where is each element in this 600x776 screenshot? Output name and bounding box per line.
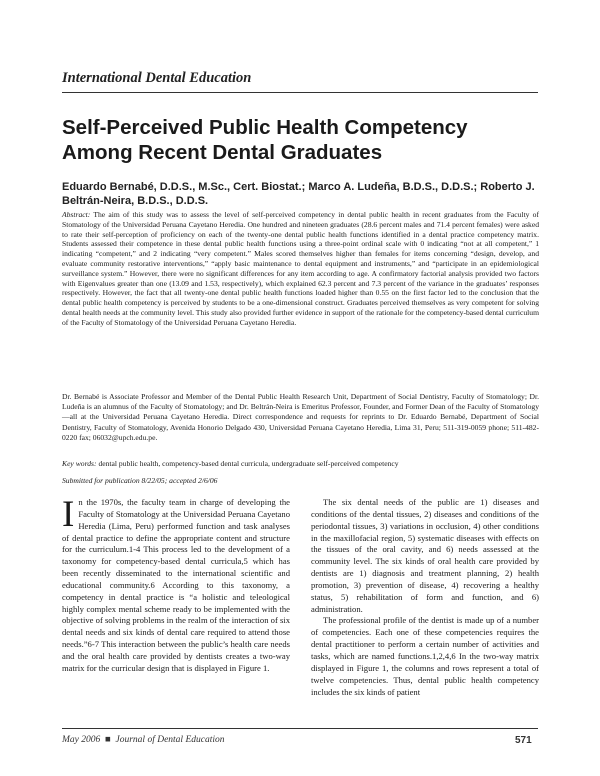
footer-rule xyxy=(62,728,538,729)
body-paragraph: The professional profile of the dentist is made up of a number of competencies. Each one of these competencies requires the dental practitioner to perform a certain number of activities and tasks, which are named functions.1,2,4,6 In the two-way matrix displayed in Figure 1, the columns and rows represent a total of twelve competencies. Thus, dental public health competency includes the six kinds of patient xyxy=(311,615,539,697)
footer-journal: Journal of Dental Education xyxy=(115,735,225,745)
keywords-label: Key words: xyxy=(62,459,97,468)
body-paragraph: The six dental needs of the public are 1) diseases and conditions of the dental tissues, 2) diseases and conditions of the periodontal tissues, 3) variations in occlusion, 4) other conditions in the maxillofacial region, 5) systematic diseases with effects on the tissues of the oral cavity, and 6) needs assessed at the community level. The six kinds of oral health care provided by dentists are 1) diagnosis and treatment planning, 2) health promotion, 3) prevention of disease, 4) recovering a healthy status, 5) rehabilitation of form and function, and 6) administration. xyxy=(311,497,539,614)
abstract-text: The aim of this study was to assess the level of self-perceived competency in dental public health in recent graduates from the Faculty of Stomatology of the Universidad Peruana Cayetano Heredia. One hundred and nineteen graduates (28.6 percent males and 71.4 percent females) were asked to rate their self-perception of proficiency on each of the twenty-one dental public health functions identified in a dental practice competency matrix. Students assessed their competence in these dental public health functions using a three-point ordinal scale with 0 indicating “not at all competent,” 1 indicating “competent,” and 2 indicating “very competent.” Males scored themselves higher than females for items concerning “design, develop, and evaluate community restorative interventions,” “apply basic maintenance to dental equipment and instruments,” and “participate in an epidemiological surveillance system.” However, there were no significant differences for any item according to age. A confirmatory factorial analysis provided two factors with Eigenvalues greater than one (13.09 and 1.53, respectively), which explained 62.3 percent and 7.3 percent of the variance in the graduates’ responses respectively. However, the fact that all twenty-one dental public health functions loaded higher than 0.55 on the first factor led to the conclusion that the dental public health competency is perceived by students to be a one-dimensional construct. Graduates perceived themselves as very competent for solving dental health needs at the community level. This study also provided further evidence in support of the rationale for the competency-based dental curriculum of the Faculty of Stomatology of the Universidad Peruana Cayetano Heredia. xyxy=(62,210,540,327)
body-column-right xyxy=(311,497,539,698)
keywords-text: dental public health, competency-based dental curricula, undergraduate self-perceived competency xyxy=(98,459,399,468)
page-number: 571 xyxy=(515,735,532,746)
submission-dates: Submitted for publication 8/22/05; accepted 2/6/06 xyxy=(62,476,218,485)
author-list: Eduardo Bernabé, D.D.S., M.Sc., Cert. Biostat.; Marco A. Ludeña, B.D.S., D.D.S.; Roberto J. Beltrán-Neira, B.D.S., D.D.S. xyxy=(62,181,535,207)
header-rule xyxy=(62,92,538,93)
body-paragraph: n the 1970s, the faculty team in charge of developing the Faculty of Stomatology at the Universidad Peruana Cayetano Heredia (Lima, Peru) performed function and task analyses of dental practice to define the appropriate content and structure for the curriculum.1-4 This process led to the development of a taxonomy for competency-based dental curricula,5 which has been recently disseminated to the international scientific and educational community.6 According to this taxonomy, a competency in dental practice is “a holistic and teleological highly complex mental scheme ready to be implemented with the objective of solving problems in the realm of the interaction of six dental needs and six kinds of dental care required to attend those needs.”6-7 This interaction between the public’s health care needs and the oral health care provided by dentists creates a two-way matrix for the curricular design that is displayed in Figure 1. xyxy=(62,497,290,673)
footer-issue: May 2006 xyxy=(62,735,101,745)
author-affiliations: Dr. Bernabé is Associate Professor and Member of the Dental Public Health Research Unit, Department of Social Dentistry, Faculty of Stomatology; Dr. Ludeña is an alumnus of the Faculty of Stomatology; and Dr. Beltrán-Neira is Emeritus Professor, Founder, and Former Dean of the Faculty of Stomatology—all at the Universidad Peruana Cayetano Heredia. Direct correspondence and requests for reprints to Dr. Eduardo Bernabé, Department of Social Dentistry, Faculty of Stomatology, Avenida Honorio Delgado 430, Universidad Peruana Cayetano Heredia, Lima 31, Peru; 511-319-0059 phone; 511-482-0220 fax; 06032@upch.edu.pe. xyxy=(62,392,539,442)
page-footer xyxy=(62,735,225,745)
keywords xyxy=(62,459,539,469)
body-column-left xyxy=(62,494,290,675)
journal-section-header: International Dental Education xyxy=(62,70,252,86)
drop-cap: I xyxy=(62,494,75,535)
abstract-label: Abstract: xyxy=(62,210,91,219)
abstract xyxy=(62,210,539,328)
article-title: Self-Perceived Public Health Competency Among Recent Dental Graduates xyxy=(62,116,468,164)
footer-separator-icon: ■ xyxy=(102,735,114,745)
